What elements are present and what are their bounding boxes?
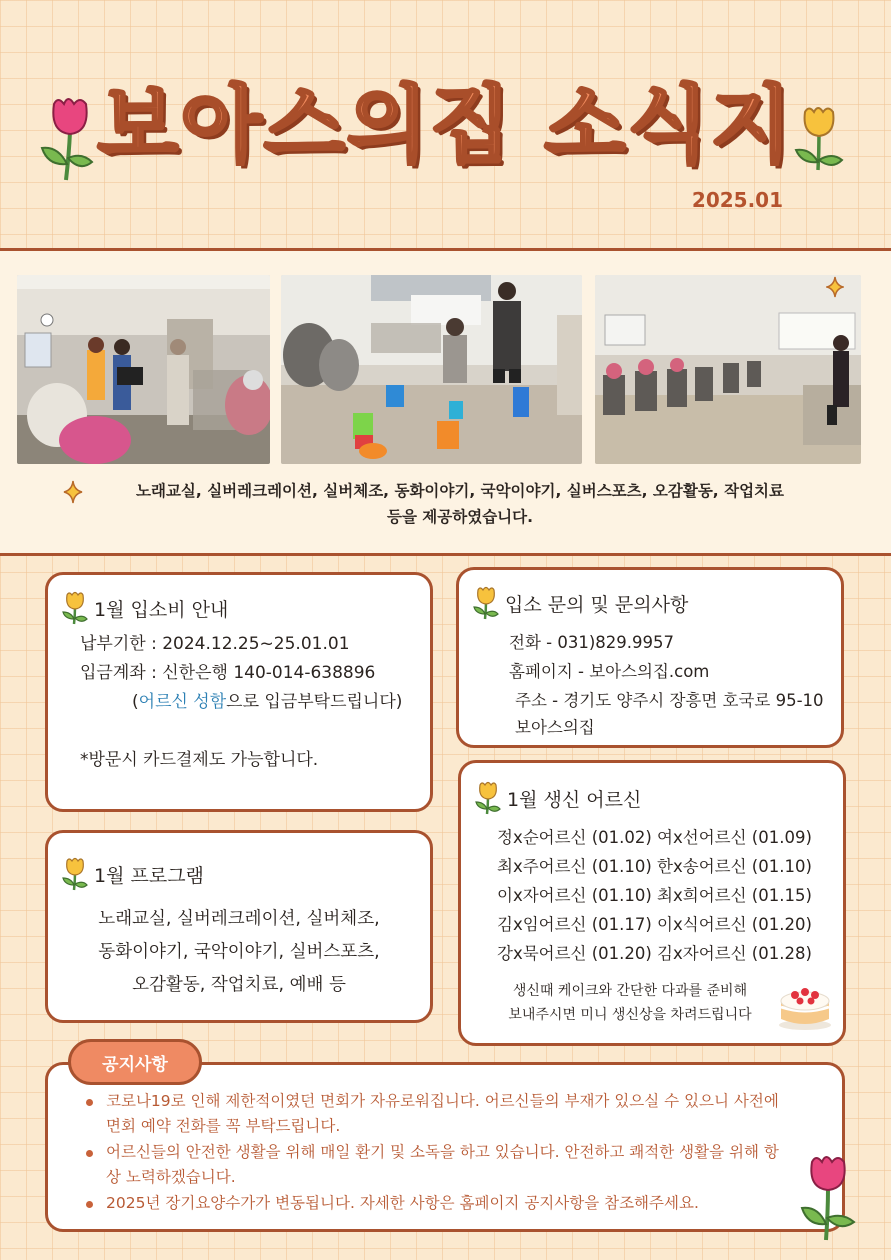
fee-info-card xyxy=(45,572,433,812)
issue-date: 2025.01 xyxy=(691,188,783,212)
birthday-row: 정x순어르신 (01.02) 여x선어르신 (01.09) xyxy=(497,828,812,847)
fee-card-title: 1월 입소비 안내 xyxy=(94,598,229,621)
contact-homepage[interactable]: 홈페이지 - 보아스의집.com xyxy=(509,662,710,681)
contact-card xyxy=(456,567,844,748)
program-card-title: 1월 프로그램 xyxy=(94,864,204,887)
highlight-text: 어르신 성함 xyxy=(138,692,227,712)
contact-phone: 전화 - 031)829.9957 xyxy=(509,633,674,652)
sparkle-icon xyxy=(826,276,844,298)
birthday-card-header xyxy=(475,781,641,815)
program-line: 오감활동, 작업치료, 예배 등 xyxy=(132,975,346,995)
contact-card-header xyxy=(473,586,688,620)
activity-caption-line: 노래교실, 실버레크레이션, 실버체조, 동화이야기, 국악이야기, 실버스포츠, 오감활동, 작업치료 xyxy=(136,482,784,500)
contact-card-title: 입소 문의 및 문의사항 xyxy=(505,593,689,616)
activity-photo-cup-game xyxy=(281,275,582,464)
activity-caption-line: 등을 제공하였습니다. xyxy=(386,508,534,526)
birthday-row: 김x임어르신 (01.17) 이x식어르신 (01.20) xyxy=(497,915,812,934)
program-line: 동화이야기, 국악이야기, 실버스포츠, xyxy=(98,942,380,962)
tulip-icon xyxy=(62,591,88,625)
fee-card-header xyxy=(62,591,228,625)
card-payment-note: *방문시 카드결제도 가능합니다. xyxy=(80,750,319,770)
birthday-row: 강x묵어르신 (01.20) 김x자어르신 (01.28) xyxy=(497,944,812,963)
activity-caption xyxy=(80,478,840,530)
birthday-row: 이x자어르신 (01.10) 최x희어르신 (01.15) xyxy=(497,886,812,905)
activity-photo-singing xyxy=(17,275,270,464)
contact-address: 주소 - 경기도 양주시 장흥면 호국로 95-10 xyxy=(515,691,824,710)
cake-icon xyxy=(777,977,833,1031)
fee-name-note: (어르신 성함으로 입금부탁드립니다) xyxy=(132,692,403,712)
contact-address-name: 보아스의집 xyxy=(515,718,595,737)
birthday-note: 생신때 케이크와 간단한 다과를 준비해 xyxy=(512,983,748,999)
notice-label: 공지사항 xyxy=(68,1039,202,1085)
fee-account: 입금계좌 : 신한은행 140-014-638896 xyxy=(80,663,376,683)
birthday-card xyxy=(458,760,846,1046)
notice-card xyxy=(45,1062,845,1232)
tulip-icon xyxy=(798,1150,858,1242)
program-card-header xyxy=(62,857,204,891)
program-line: 노래교실, 실버레크레이션, 실버체조, xyxy=(98,909,380,929)
activity-photo-exercise xyxy=(595,275,861,464)
tulip-icon xyxy=(473,586,499,620)
birthday-row: 최x주어르신 (01.10) 한x송어르신 (01.10) xyxy=(497,857,812,876)
program-card xyxy=(45,830,433,1023)
birthday-card-title: 1월 생신 어르신 xyxy=(507,788,642,811)
tulip-icon xyxy=(475,781,501,815)
tulip-icon xyxy=(62,857,88,891)
fee-due-date: 납부기한 : 2024.12.25~25.01.01 xyxy=(80,634,350,654)
birthday-note: 보내주시면 미니 생신상을 차려드립니다 xyxy=(508,1007,752,1023)
notice-item: 2025년 장기요양수가가 변동됩니다. 자세한 사항은 홈페이지 공지사항을 참조해주세요. xyxy=(84,1191,788,1216)
notice-item: 어르신들의 안전한 생활을 위해 매일 환기 및 소독을 하고 있습니다. 안전하고 쾌적한 생활을 위해 항상 노력하겠습니다. xyxy=(84,1140,788,1190)
notice-item: 코로나19로 인해 제한적이였던 면회가 자유로워집니다. 어르신들의 부재가 있으실 수 있으니 사전에 면회 예약 전화를 꼭 부탁드립니다. xyxy=(84,1089,788,1139)
page-title: 보아스의집 소식지 xyxy=(97,76,794,174)
